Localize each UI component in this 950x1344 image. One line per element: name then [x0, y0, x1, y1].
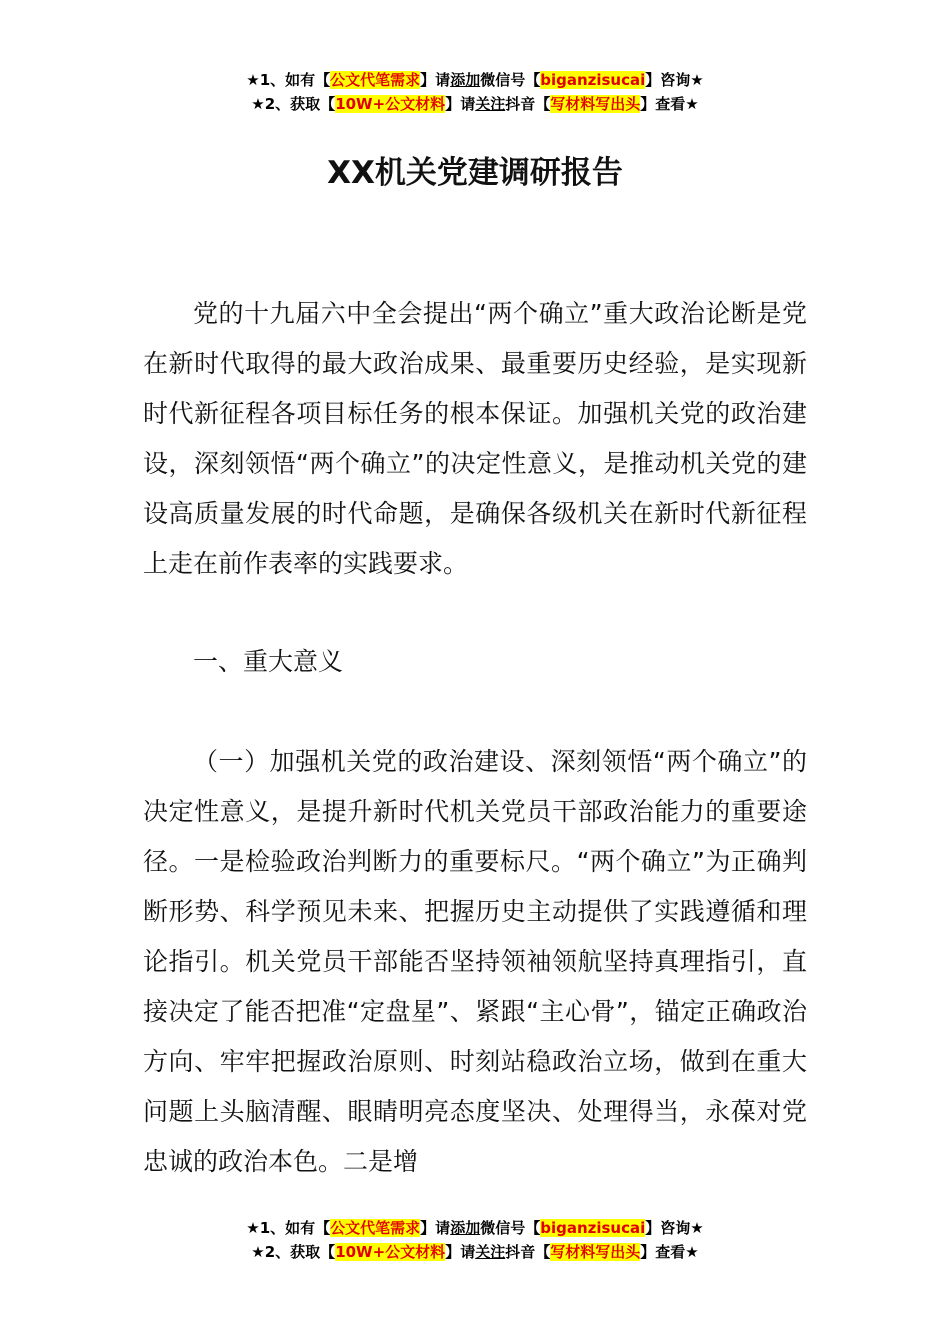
- top-promo-banner: [0, 68, 950, 116]
- wechat-id-highlight: biganzisucai: [540, 1219, 646, 1237]
- intro-paragraph: 党的十九届六中全会提出“两个确立”重大政治论断是党在新时代取得的最大政治成果、最重要历史经验，是实现新时代新征程各项目标任务的根本保证。加强机关党的政治建设，深刻领悟“两个确立”的决定性意义，是推动机关党的建设高质量发展的时代命题，是确保各级机关在新时代新征程上走在前作表率的实践要求。: [143, 299, 807, 578]
- document-title: XX机关党建调研报告: [327, 155, 623, 191]
- promo-highlight: 10W+公文材料: [335, 1243, 446, 1261]
- promo-text: ★2、获取【: [251, 95, 336, 113]
- promo-text: 抖音【: [505, 1243, 551, 1261]
- promo-text: 】查看★: [640, 1243, 699, 1261]
- promo-underlined: 关注: [475, 1243, 506, 1261]
- promo-line-2: [0, 92, 950, 116]
- section-paragraph: （一）加强机关党的政治建设、深刻领悟“两个确立”的决定性意义，是提升新时代机关党员干部政治能力的重要途径。一是检验政治判断力的重要标尺。“两个确立”为正确判断形势、科学预见未来、把握历史主动提供了实践遵循和理论指引。机关党员干部能否坚持领袖领航坚持真理指引，直接决定了能否把准“定盘星”、紧跟“主心骨”，锚定正确政治方向、牢牢把握政治原则、时刻站稳政治立场，做到在重大问题上头脑清醒、眼睛明亮态度坚决、处理得当，永葆对党忠诚的政治本色。二是增: [143, 747, 807, 1176]
- promo-text: 微信号【: [480, 1219, 541, 1237]
- promo-underlined: 添加: [450, 71, 481, 89]
- douyin-id-highlight: 写材料写出头: [550, 95, 641, 113]
- wechat-id-highlight: biganzisucai: [540, 71, 646, 89]
- bottom-promo-banner: [0, 1216, 950, 1264]
- promo-text: 】请: [445, 95, 476, 113]
- promo-underlined: 添加: [450, 1219, 481, 1237]
- promo-text: 】请: [420, 1219, 451, 1237]
- promo-text: 】请: [420, 71, 451, 89]
- promo-line-1: [0, 68, 950, 92]
- promo-highlight: 公文代笔需求: [330, 1219, 421, 1237]
- promo-line-2: [0, 1240, 950, 1264]
- promo-text: 抖音【: [505, 95, 551, 113]
- promo-highlight: 10W+公文材料: [335, 95, 446, 113]
- promo-text: 】咨询★: [645, 1219, 704, 1237]
- promo-text: ★2、获取【: [251, 1243, 336, 1261]
- promo-text: 】查看★: [640, 95, 699, 113]
- promo-highlight: 公文代笔需求: [330, 71, 421, 89]
- douyin-id-highlight: 写材料写出头: [550, 1243, 641, 1261]
- section-heading: 一、重大意义: [193, 647, 344, 676]
- promo-text: 微信号【: [480, 71, 541, 89]
- promo-underlined: 关注: [475, 95, 506, 113]
- promo-line-1: [0, 1216, 950, 1240]
- promo-text: 】请: [445, 1243, 476, 1261]
- promo-text: ★1、如有【: [246, 71, 331, 89]
- promo-text: 】咨询★: [645, 71, 704, 89]
- promo-text: ★1、如有【: [246, 1219, 331, 1237]
